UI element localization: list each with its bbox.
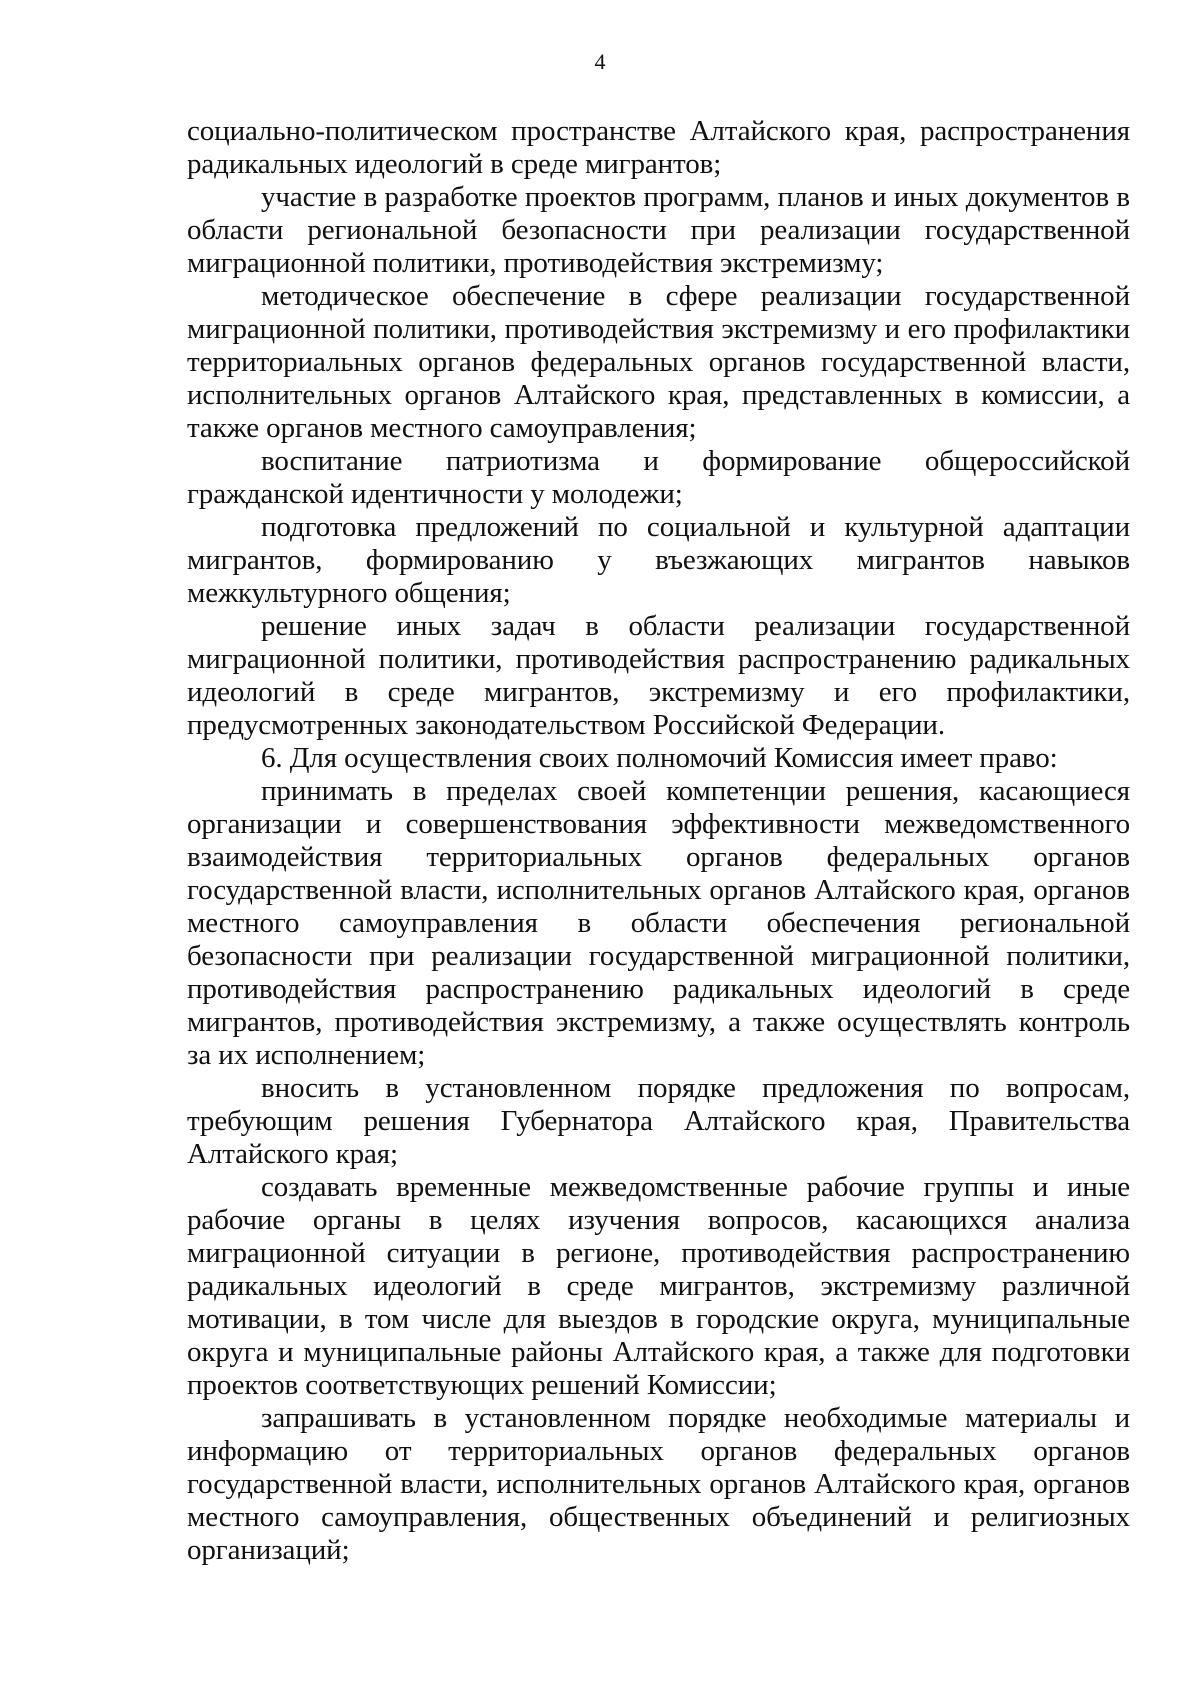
paragraph: социально-политическом пространстве Алтайского края, распространения радикальных идеологий в среде мигрантов;: [187, 115, 1130, 180]
paragraph: участие в разработке проектов программ, планов и иных документов в области региональной безопасности при реализации государственной миграционной политики, противодействия экстремизму;: [187, 181, 1130, 279]
paragraph: методическое обеспечение в сфере реализации государственной миграционной политики, противодействия экстремизму и его профилактики территориальных органов федеральных органов государственной власти, исполнительных органов Алтайского края, представленных в комиссии, а также органов местного самоуправления;: [187, 280, 1130, 444]
paragraph: подготовка предложений по социальной и культурной адаптации мигрантов, формированию у въезжающих мигрантов навыков межкультурного общения;: [187, 511, 1130, 609]
paragraph: создавать временные межведомственные рабочие группы и иные рабочие органы в целях изучения вопросов, касающихся анализа миграционной ситуации в регионе, противодействия распространению радикальных идеологий в среде мигрантов, экстремизму различной мотивации, в том числе для выездов в городские округа, муниципальные округа и муниципальные районы Алтайского края, а также для подготовки проектов соответствующих решений Комиссии;: [187, 1171, 1130, 1401]
document-body: [187, 115, 1130, 1567]
paragraph: вносить в установленном порядке предложения по вопросам, требующим решения Губернатора Алтайского края, Правительства Алтайского края;: [187, 1072, 1130, 1170]
section-heading-paragraph: 6. Для осуществления своих полномочий Комиссия имеет право:: [261, 742, 1058, 774]
paragraph: принимать в пределах своей компетенции решения, касающиеся организации и совершенствования эффективности межведомственного взаимодействия территориальных органов федеральных органов государственной власти, исполнительных органов Алтайского края, органов местного самоуправления в области обеспечения региональной безопасности при реализации государственной миграционной политики, противодействия распространению радикальных идеологий в среде мигрантов, противодействия экстремизму, а также осуществлять контроль за их исполнением;: [187, 775, 1130, 1071]
paragraph: запрашивать в установленном порядке необходимые материалы и информацию от территориальных органов федеральных органов государственной власти, исполнительных органов Алтайского края, органов местного самоуправления, общественных объединений и религиозных организаций;: [187, 1402, 1130, 1566]
page-number: 4: [594, 49, 606, 74]
paragraph: решение иных задач в области реализации государственной миграционной политики, противодействия распространению радикальных идеологий в среде мигрантов, экстремизму и его профилактики, предусмотренных законодательством Российской Федерации.: [187, 610, 1130, 741]
paragraph: воспитание патриотизма и формирование общероссийской гражданской идентичности у молодежи;: [187, 445, 1130, 510]
